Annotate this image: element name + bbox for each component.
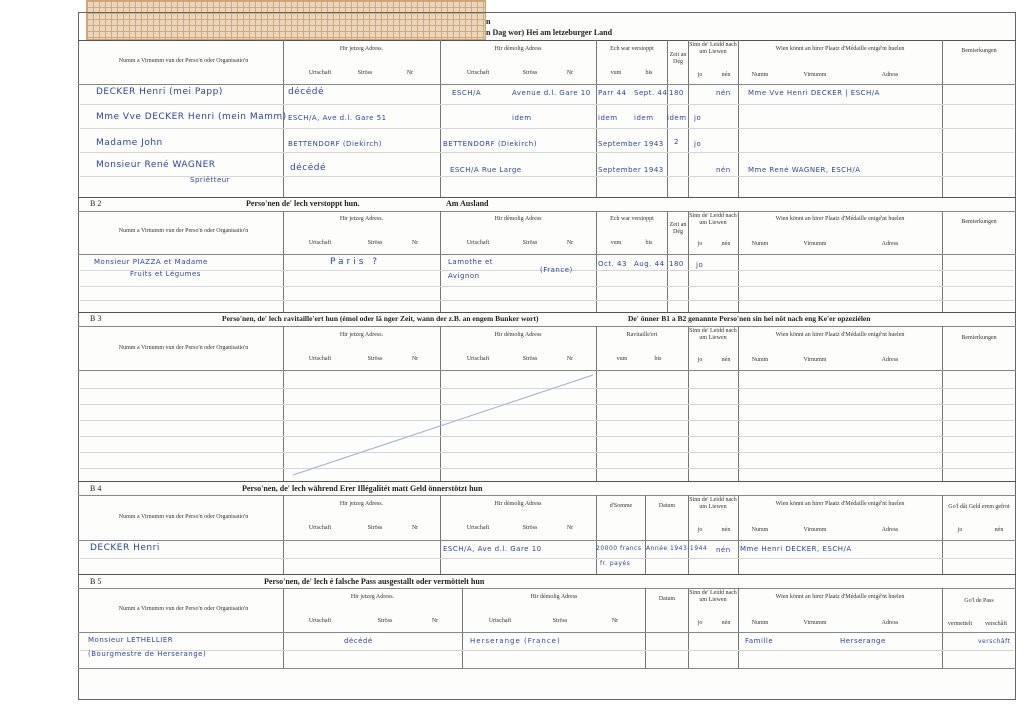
b2-old-street-header: Ströss bbox=[522, 240, 538, 246]
b2-current-address-header: Hir jetzeg Adress. bbox=[339, 216, 384, 222]
b2-from-header: vum bbox=[610, 240, 622, 246]
b2-remarks-header: Bemierkungen bbox=[961, 219, 997, 225]
b2-row1-country: (France) bbox=[540, 266, 573, 274]
b4-old-street-header: Ströss bbox=[522, 525, 538, 531]
b5-current-address-header: Hir jetzeg Adress. bbox=[350, 594, 395, 600]
b2-name-header: Numm a Virnumm vun der Perso'n oder Organisatio'n bbox=[118, 228, 249, 234]
b2-nr-header: Nr bbox=[411, 240, 419, 246]
b5-medal-address-header: Adress bbox=[881, 620, 899, 626]
b2-street-header: Ströss bbox=[367, 240, 383, 246]
b4-old-nr-header: Nr bbox=[566, 525, 574, 531]
b5-no-header: nén bbox=[721, 620, 731, 626]
b3-remarks-header: Bemierkungen bbox=[961, 335, 997, 341]
b3-medal-header: Wien könnt an hirer Plaatz d'Médaille entgé'nt huelen bbox=[775, 332, 905, 338]
b1-row2-from: idem bbox=[598, 114, 618, 122]
b5-medal-name-header: Numm bbox=[751, 620, 769, 626]
b4-date-header: Datum bbox=[658, 503, 676, 509]
b1-row4-name: Monsieur René WAGNER bbox=[96, 160, 216, 170]
b1-old-locality-header: Urtschaft bbox=[466, 70, 490, 76]
b4-nr-header: Nr bbox=[411, 525, 419, 531]
b5-made-header: verschâft bbox=[985, 621, 1007, 627]
b5-row1-name2: (Bourgmestre de Herserange) bbox=[88, 650, 207, 658]
b4-old-address-header: Hir démolig Adress bbox=[494, 501, 542, 507]
b4-old-locality-header: Urtschaft bbox=[466, 525, 490, 531]
b2-old-nr-header: Nr bbox=[566, 240, 574, 246]
b2-row1-name: Monsieur PIAZZA et Madame bbox=[94, 258, 208, 266]
b1-row1-current: décédé bbox=[288, 87, 324, 97]
b2-medal-name-header: Numm bbox=[751, 241, 769, 247]
b5-yes-header: jo bbox=[697, 620, 703, 626]
b3-from-header: vum bbox=[616, 356, 628, 362]
b1-row1-to: Sept. 44 bbox=[634, 89, 668, 97]
b1-locality-header: Urtschaft bbox=[308, 70, 332, 76]
b2-row1-old-loc2: Avignon bbox=[448, 272, 480, 280]
b5-code: B 5 bbox=[90, 577, 102, 586]
b4-name-header: Numm a Virnumm vun der Perso'n oder Organisatio'n bbox=[118, 514, 249, 520]
b1-row3-from: September 1943 bbox=[598, 140, 664, 148]
b4-suffered-header: Sinn de' Leidd nach um Liewen bbox=[689, 497, 737, 510]
b4-title: Perso'nen, de' lech während Erer Illégalitét matt Geld önnerstötzt hun bbox=[242, 484, 483, 493]
b3-locality-header: Urtschaft bbox=[308, 356, 332, 362]
b2-old-address-header: Hir démolig Adress bbox=[494, 216, 542, 222]
b4-medal-header: Wien könnt an hirer Plaatz d'Médaille entgé'nt huelen bbox=[775, 501, 905, 507]
b1-row2-old-loc: idem bbox=[512, 114, 532, 122]
b4-row1-old-loc: ESCH/A, Ave d.l. Gare 10 bbox=[443, 545, 542, 553]
b1-to-header: bis bbox=[645, 70, 653, 76]
b4-locality-header: Urtschaft bbox=[308, 525, 332, 531]
b3-name-header: Numm a Virnumm vun der Perso'n oder Organisatio'n bbox=[118, 345, 249, 351]
b5-date-header: Datum bbox=[658, 596, 676, 602]
b5-title: Perso'nen, de' lech é falsche Pass ausgestallt oder vermöttelt hun bbox=[264, 577, 485, 586]
b2-to-header: bis bbox=[645, 240, 653, 246]
b3-strike-line bbox=[283, 370, 603, 480]
b5-medal-firstname-header: Virnumm bbox=[803, 620, 827, 626]
b5-row1-medal-name: Famille bbox=[745, 637, 774, 645]
b3-nr-header: Nr bbox=[411, 356, 419, 362]
b5-returned-header: vermettelt bbox=[947, 621, 973, 627]
b1-yes-header: jo bbox=[697, 72, 703, 78]
b1-row1-old-street: Avenue d.l. Gare 10 bbox=[512, 89, 591, 97]
graph-paper-patch bbox=[86, 0, 486, 40]
b2-old-locality-header: Urtschaft bbox=[466, 240, 490, 246]
b4-row1-sum: 20000 francs bbox=[596, 545, 642, 552]
b2-code: B 2 bbox=[90, 199, 102, 208]
b1-street-header: Ströss bbox=[357, 70, 373, 76]
b4-row1-sum2: fr. payés bbox=[600, 560, 631, 567]
b2-row1-to: Aug. 44 bbox=[634, 260, 665, 268]
b1-row3-old-loc: BETTENDORF (Diekirch) bbox=[443, 140, 537, 148]
b4-sum-header: d'Somme bbox=[609, 503, 633, 509]
b2-title: Perso'nen de' lech verstoppt hun. bbox=[246, 199, 360, 208]
b1-row2-days: idem bbox=[667, 114, 687, 122]
b4-no-header: nén bbox=[721, 527, 731, 533]
b1-row1-no: nén bbox=[716, 89, 731, 97]
b1-old-street-header: Ströss bbox=[522, 70, 538, 76]
b2-row1-from: Oct. 43 bbox=[598, 260, 627, 268]
b4-money-no-header: nén bbox=[994, 527, 1004, 533]
b3-no-header: nén bbox=[721, 357, 731, 363]
b4-row1-name: DECKER Henri bbox=[90, 543, 160, 553]
b5-street-header: Ströss bbox=[377, 618, 393, 624]
b5-row1-made: verschâft bbox=[978, 638, 1011, 645]
b5-old-nr-header: Nr bbox=[611, 618, 619, 624]
b2-row1-old-loc: Lamothe et bbox=[448, 258, 494, 266]
b4-medal-firstname-header: Virnumm bbox=[803, 527, 827, 533]
b1-from-header: vum bbox=[610, 70, 622, 76]
b4-street-header: Ströss bbox=[367, 525, 383, 531]
b5-nr-header: Nr bbox=[431, 618, 439, 624]
b4-row1-date: Année 1943-1944 bbox=[646, 545, 708, 552]
b3-suffered-header: Sinn de' Leidd nach um Liewen bbox=[689, 328, 737, 341]
b1-row1-medal: Mme Vve Henri DECKER | ESCH/A bbox=[748, 89, 880, 97]
b5-suffered-header: Sinn de' Leidd nach um Liewen bbox=[689, 590, 737, 603]
b2-row1-current: Paris ? bbox=[330, 257, 381, 267]
b3-medal-firstname-header: Virnumm bbox=[803, 357, 827, 363]
b3-title: Perso'nen, de' lech ravitaille'ert hun (émol oder lä nger Zeit, wann der z.B. an engem Bunker wort) bbox=[222, 314, 539, 323]
b1-medal-address-header: Adress bbox=[881, 72, 899, 78]
b2-row1-days: 180 bbox=[669, 260, 684, 268]
b1-row4-medal: Mme René WAGNER, ESCH/A bbox=[748, 166, 861, 174]
b5-name-header: Numm a Virnumm vun der Perso'n oder Organisatio'n bbox=[118, 606, 249, 612]
b1-medal-header: Wien könnt an hirer Plaatz d'Médaille entgé'nt huelen bbox=[775, 46, 905, 52]
b1-medal-firstname-header: Virnumm bbox=[803, 72, 827, 78]
b3-old-address-header: Hir démolig Adress bbox=[494, 332, 542, 338]
b3-yes-header: jo bbox=[697, 357, 703, 363]
b1-row4-name2: Spriëtteur bbox=[190, 176, 231, 184]
b2-subtitle: Am Ausland bbox=[446, 199, 489, 208]
b3-title2: De' önner B1 a B2 genannte Perso'nen sin hei nöt nach eng Ke'er opzeziélen bbox=[628, 314, 871, 323]
b2-medal-header: Wien könnt an hirer Plaatz d'Médaille entgé'nt huelen bbox=[775, 216, 905, 222]
b2-row1-yes: jo bbox=[696, 261, 704, 269]
b3-street-header: Ströss bbox=[367, 356, 383, 362]
b3-medal-address-header: Adress bbox=[881, 357, 899, 363]
b1-old-nr-header: Nr bbox=[566, 70, 574, 76]
b4-current-address-header: Hir jetzeg Adress. bbox=[339, 501, 384, 507]
b1-row1-name: DECKER Henri (mei Papp) bbox=[96, 87, 223, 97]
b1-row1-days: 180 bbox=[669, 89, 684, 97]
b2-hidden-header: Ech war verstoppt bbox=[610, 216, 654, 222]
b2-suffered-header: Sinn de' Leidd nach um Liewen bbox=[689, 213, 737, 226]
header-line-1: n bbox=[486, 17, 491, 26]
b1-row4-current: décédé bbox=[290, 163, 326, 173]
b5-old-address-header: Hir démolig Adress bbox=[530, 594, 578, 600]
b1-row1-old-loc: ESCH/A bbox=[452, 89, 482, 97]
header-line-2: n Dag wor) Hei am letzeburger Land bbox=[486, 28, 613, 37]
b2-yes-header: jo bbox=[697, 241, 703, 247]
b1-nr-header: Nr bbox=[406, 70, 414, 76]
b1-row2-name: Mme Vve DECKER Henri (mein Mamm) bbox=[96, 112, 287, 122]
b4-row1-medal: Mme Henri DECKER, ESCH/A bbox=[740, 545, 852, 553]
b5-row1-name: Monsieur LETHELLIER bbox=[88, 636, 174, 644]
b1-hidden-header: Ech war verstoppt bbox=[610, 46, 654, 52]
b4-money-header: Go'l dât Geld erem gefrot bbox=[948, 504, 1010, 510]
b1-row3-current: BETTENDORF (Diekirch) bbox=[288, 140, 382, 148]
b3-to-header: bis bbox=[654, 356, 662, 362]
b4-medal-address-header: Adress bbox=[881, 527, 899, 533]
b1-row2-yes: jo bbox=[694, 114, 702, 122]
b5-pass-header: Go'l de Pass bbox=[964, 598, 994, 604]
b5-row1-medal-first: Herserange bbox=[840, 637, 886, 645]
b1-row4-from: September 1943 bbox=[598, 166, 664, 174]
b5-row1-current: décédé bbox=[344, 637, 373, 645]
b1-row1-from: Parr 44 bbox=[598, 89, 627, 97]
b5-old-street-header: Ströss bbox=[552, 618, 568, 624]
b2-medal-firstname-header: Virnumm bbox=[803, 241, 827, 247]
b3-old-locality-header: Urtschaft bbox=[466, 356, 490, 362]
b1-current-address-header: Hir jetzeg Adress. bbox=[339, 46, 384, 52]
b1-row3-days: 2 bbox=[674, 138, 679, 146]
b3-old-nr-header: Nr bbox=[566, 356, 574, 362]
b2-locality-header: Urtschaft bbox=[308, 240, 332, 246]
b2-no-header: nén bbox=[721, 241, 731, 247]
b4-medal-name-header: Numm bbox=[751, 527, 769, 533]
b5-row1-old-loc: Herserange (France) bbox=[470, 637, 561, 645]
b1-no-header: nén bbox=[721, 72, 731, 78]
b1-row2-to: idem bbox=[634, 114, 654, 122]
b1-row4-no: nén bbox=[716, 166, 731, 174]
b1-remarks-header: Bemierkungen bbox=[961, 48, 997, 54]
b2-time-header: Zeit an Dég bbox=[669, 222, 687, 235]
b3-medal-name-header: Numm bbox=[751, 357, 769, 363]
b1-row4-old-loc: ESCH/A Rue Large bbox=[450, 166, 522, 174]
b4-yes-header: jo bbox=[697, 527, 703, 533]
b5-locality-header: Urtschaft bbox=[308, 618, 332, 624]
b4-row1-no: nén bbox=[716, 546, 731, 554]
b4-money-yes-header: jo bbox=[957, 527, 963, 533]
b4-code: B 4 bbox=[90, 484, 102, 493]
b2-row1-name2: Fruits et Légumes bbox=[130, 270, 201, 278]
b2-medal-address-header: Adress bbox=[881, 241, 899, 247]
b1-old-address-header: Hir démolig Adress bbox=[494, 46, 542, 52]
b3-current-address-header: Hir jetzeg Adress. bbox=[339, 332, 384, 338]
b1-row3-yes: jo bbox=[694, 140, 702, 148]
b3-ravitaille-header: Ravitaille'ert bbox=[626, 332, 658, 338]
b5-old-locality-header: Urtschaft bbox=[488, 618, 512, 624]
b1-row2-current: ESCH/A, Ave d.l. Gare 51 bbox=[288, 114, 387, 122]
b5-medal-header: Wien könnt an hirer Plaatz d'Médaille entgé'nt huelen bbox=[775, 594, 905, 600]
b1-row3-name: Madame John bbox=[96, 138, 163, 148]
b3-code: B 3 bbox=[90, 314, 102, 323]
b1-name-header: Numm a Virnumm vun der Perso'n oder Organisatio'n bbox=[118, 58, 249, 64]
b1-medal-name-header: Numm bbox=[751, 72, 769, 78]
b1-suffered-header: Sinn de' Leidd nach um Liewen bbox=[689, 42, 737, 55]
b1-time-header: Zeit an Dég bbox=[669, 52, 687, 65]
b3-old-street-header: Ströss bbox=[522, 356, 538, 362]
